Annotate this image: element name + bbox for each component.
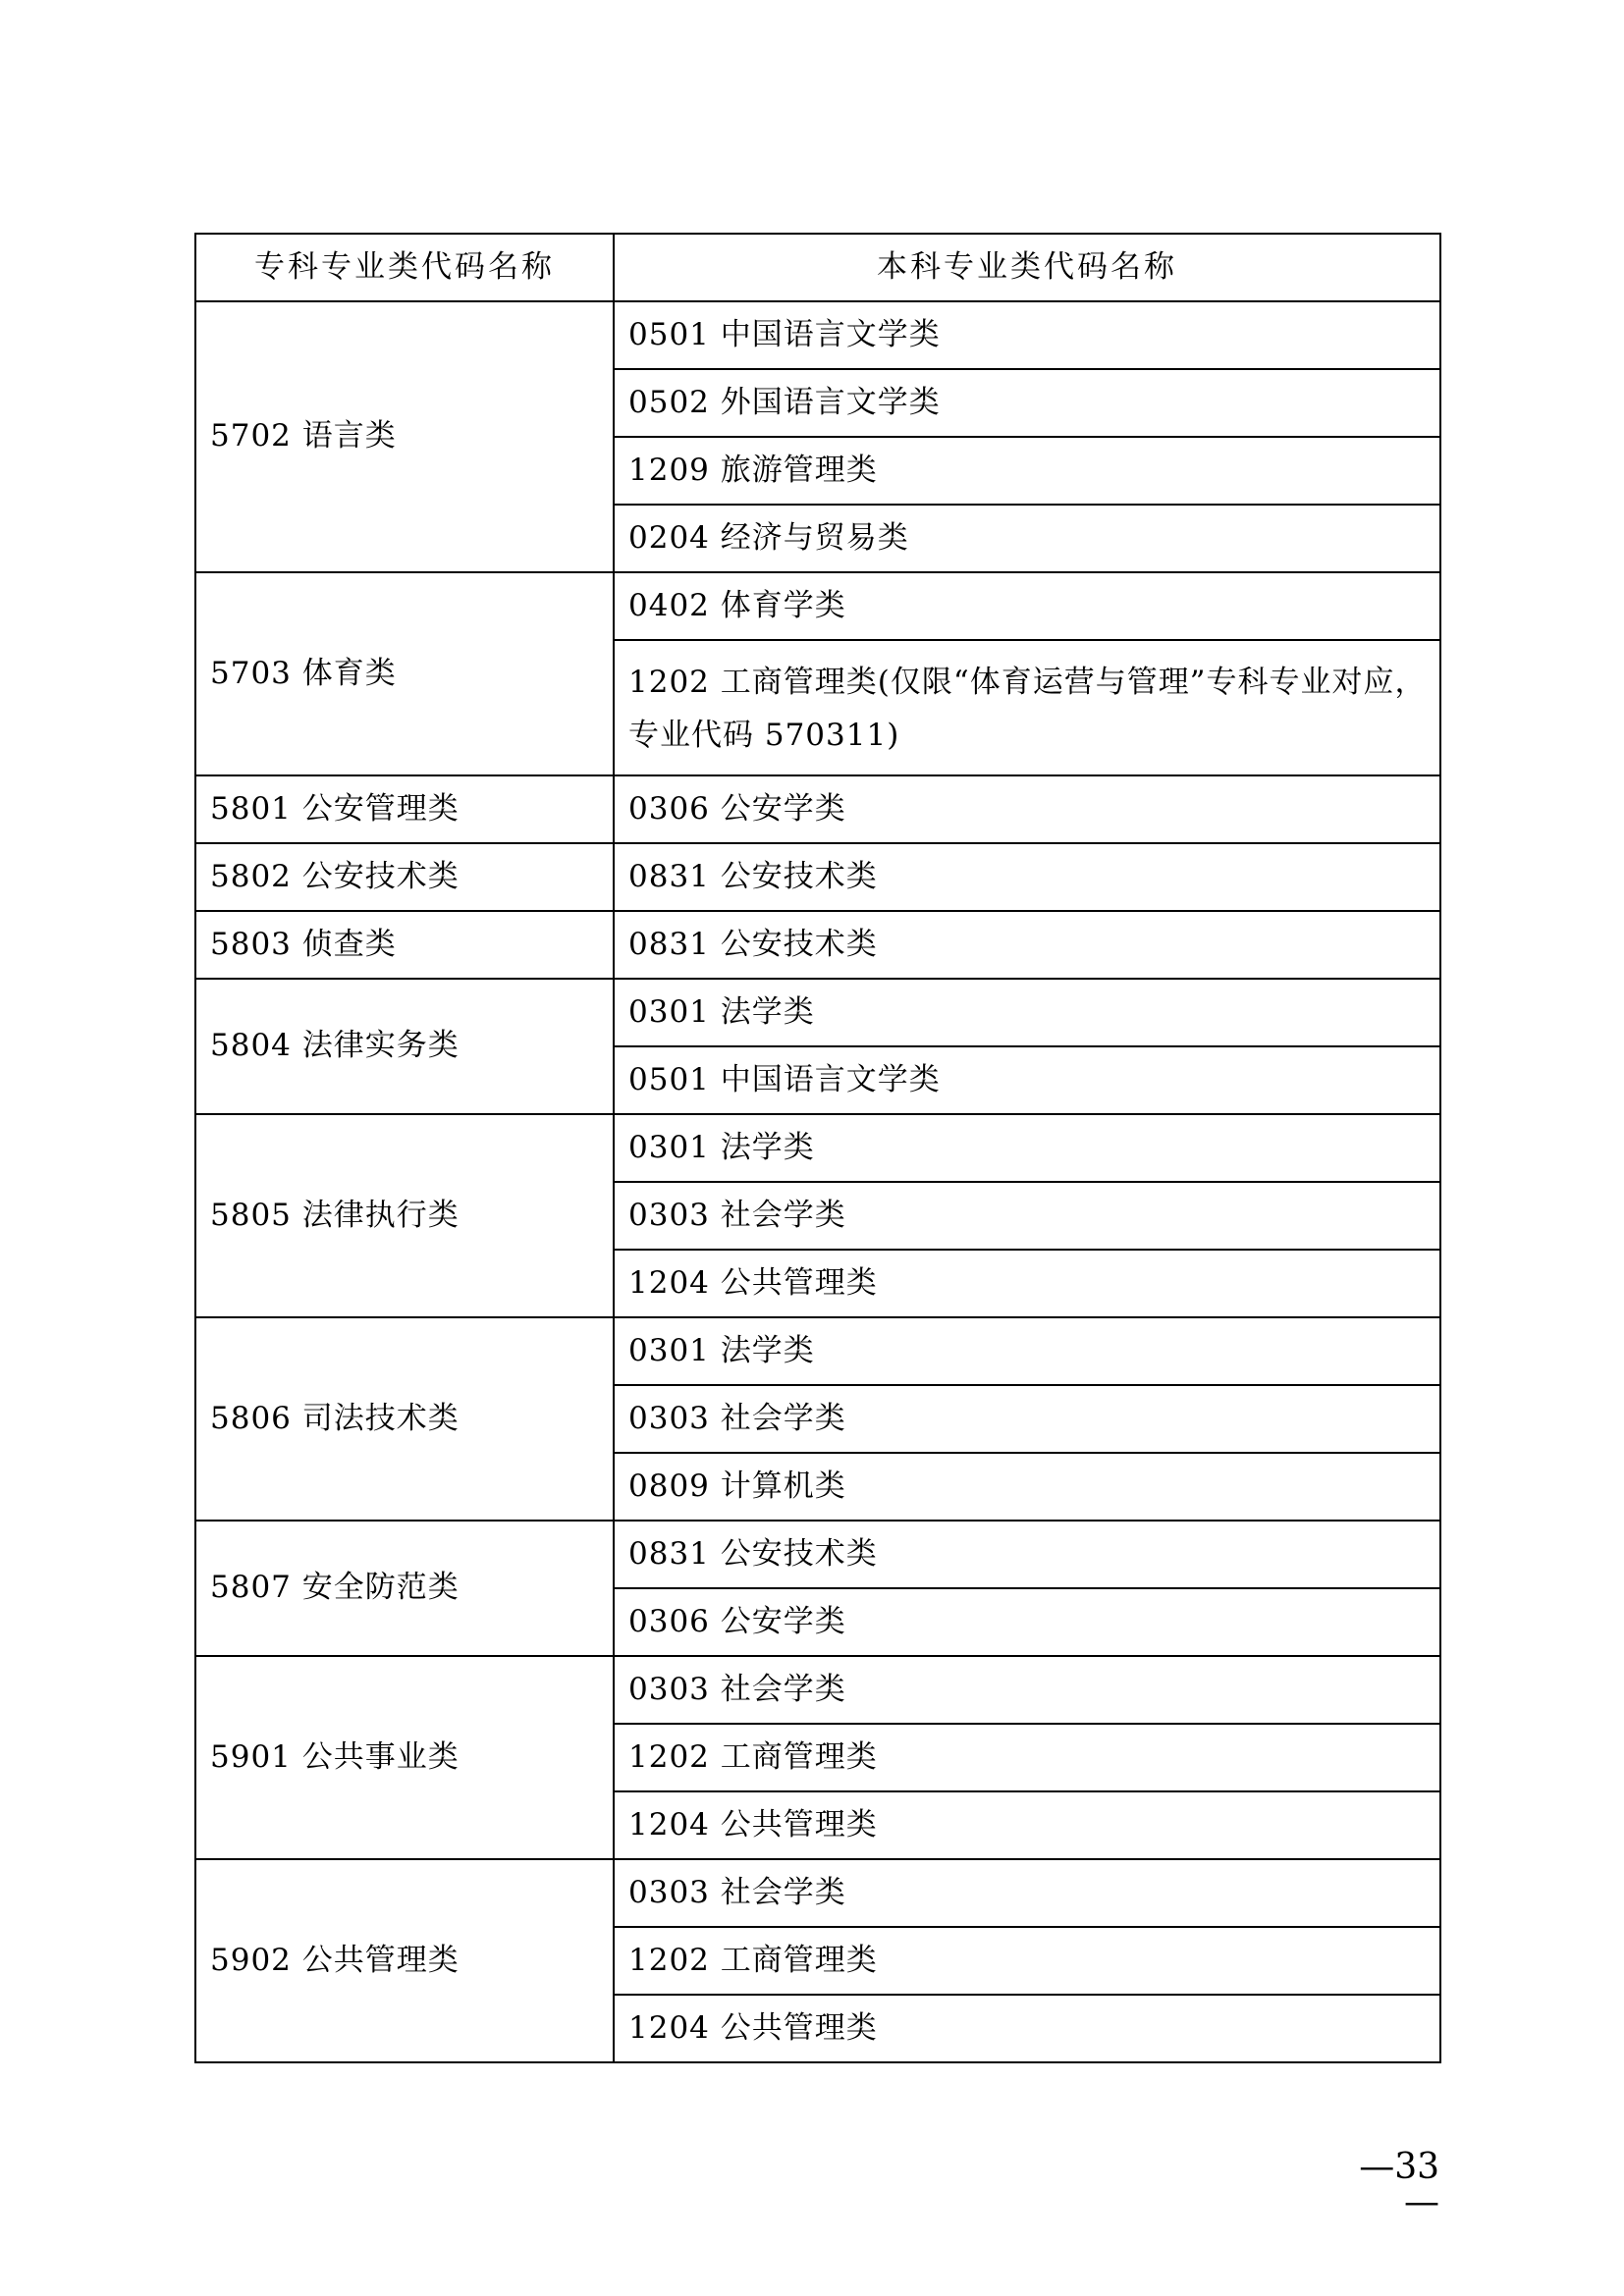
table-row: [195, 1521, 1440, 1588]
benke-cell: 0501 中国语言文学类: [614, 301, 1440, 369]
benke-cell: 1204 公共管理类: [614, 1250, 1440, 1317]
header-zhuanke: 专科专业类代码名称: [195, 234, 614, 301]
major-mapping-table: [194, 233, 1441, 2063]
zhuanke-cell: 5806 司法技术类: [195, 1317, 614, 1521]
benke-cell: 0303 社会学类: [614, 1859, 1440, 1927]
table-row: [195, 775, 1440, 843]
zhuanke-cell: 5801 公安管理类: [195, 775, 614, 843]
benke-cell: 0306 公安学类: [614, 1588, 1440, 1656]
benke-cell: 0502 外国语言文学类: [614, 369, 1440, 437]
benke-cell: 0831 公安技术类: [614, 911, 1440, 979]
header-benke: 本科专业类代码名称: [614, 234, 1440, 301]
benke-cell: 0303 社会学类: [614, 1385, 1440, 1453]
benke-cell: 1202 工商管理类: [614, 1724, 1440, 1791]
benke-cell: 0402 体育学类: [614, 572, 1440, 640]
benke-cell: 0303 社会学类: [614, 1182, 1440, 1250]
benke-cell: 0301 法学类: [614, 1317, 1440, 1385]
zhuanke-cell: 5802 公安技术类: [195, 843, 614, 911]
table-row: [195, 979, 1440, 1046]
benke-cell: 1204 公共管理类: [614, 1791, 1440, 1859]
table-row: [195, 1114, 1440, 1182]
benke-cell: 0831 公安技术类: [614, 843, 1440, 911]
benke-cell: 0831 公安技术类: [614, 1521, 1440, 1588]
zhuanke-cell: 5804 法律实务类: [195, 979, 614, 1114]
benke-cell: 0303 社会学类: [614, 1656, 1440, 1724]
table-row: [195, 1859, 1440, 1927]
benke-cell: 0301 法学类: [614, 1114, 1440, 1182]
benke-cell: 1204 公共管理类: [614, 1995, 1440, 2062]
benke-cell: 1209 旅游管理类: [614, 437, 1440, 505]
benke-cell: 0809 计算机类: [614, 1453, 1440, 1521]
benke-cell: 0501 中国语言文学类: [614, 1046, 1440, 1114]
zhuanke-cell: 5702 语言类: [195, 301, 614, 572]
zhuanke-cell: 5807 安全防范类: [195, 1521, 614, 1656]
zhuanke-cell: 5901 公共事业类: [195, 1656, 614, 1859]
table-header-row: [195, 234, 1440, 301]
benke-cell: 1202 工商管理类: [614, 1927, 1440, 1995]
zhuanke-cell: 5703 体育类: [195, 572, 614, 775]
page-number: —33—: [1359, 2147, 1439, 2222]
table-row: [195, 301, 1440, 369]
benke-cell: 0204 经济与贸易类: [614, 505, 1440, 572]
benke-cell: 0306 公安学类: [614, 775, 1440, 843]
table-row: [195, 911, 1440, 979]
table-row: [195, 843, 1440, 911]
benke-cell: 0301 法学类: [614, 979, 1440, 1046]
table-row: [195, 1656, 1440, 1724]
zhuanke-cell: 5902 公共管理类: [195, 1859, 614, 2062]
zhuanke-cell: 5803 侦查类: [195, 911, 614, 979]
table-row: [195, 1317, 1440, 1385]
zhuanke-cell: 5805 法律执行类: [195, 1114, 614, 1317]
benke-cell: 1202 工商管理类(仅限“体育运营与管理”专科专业对应，专业代码 570311): [614, 640, 1440, 775]
table-row: [195, 572, 1440, 640]
